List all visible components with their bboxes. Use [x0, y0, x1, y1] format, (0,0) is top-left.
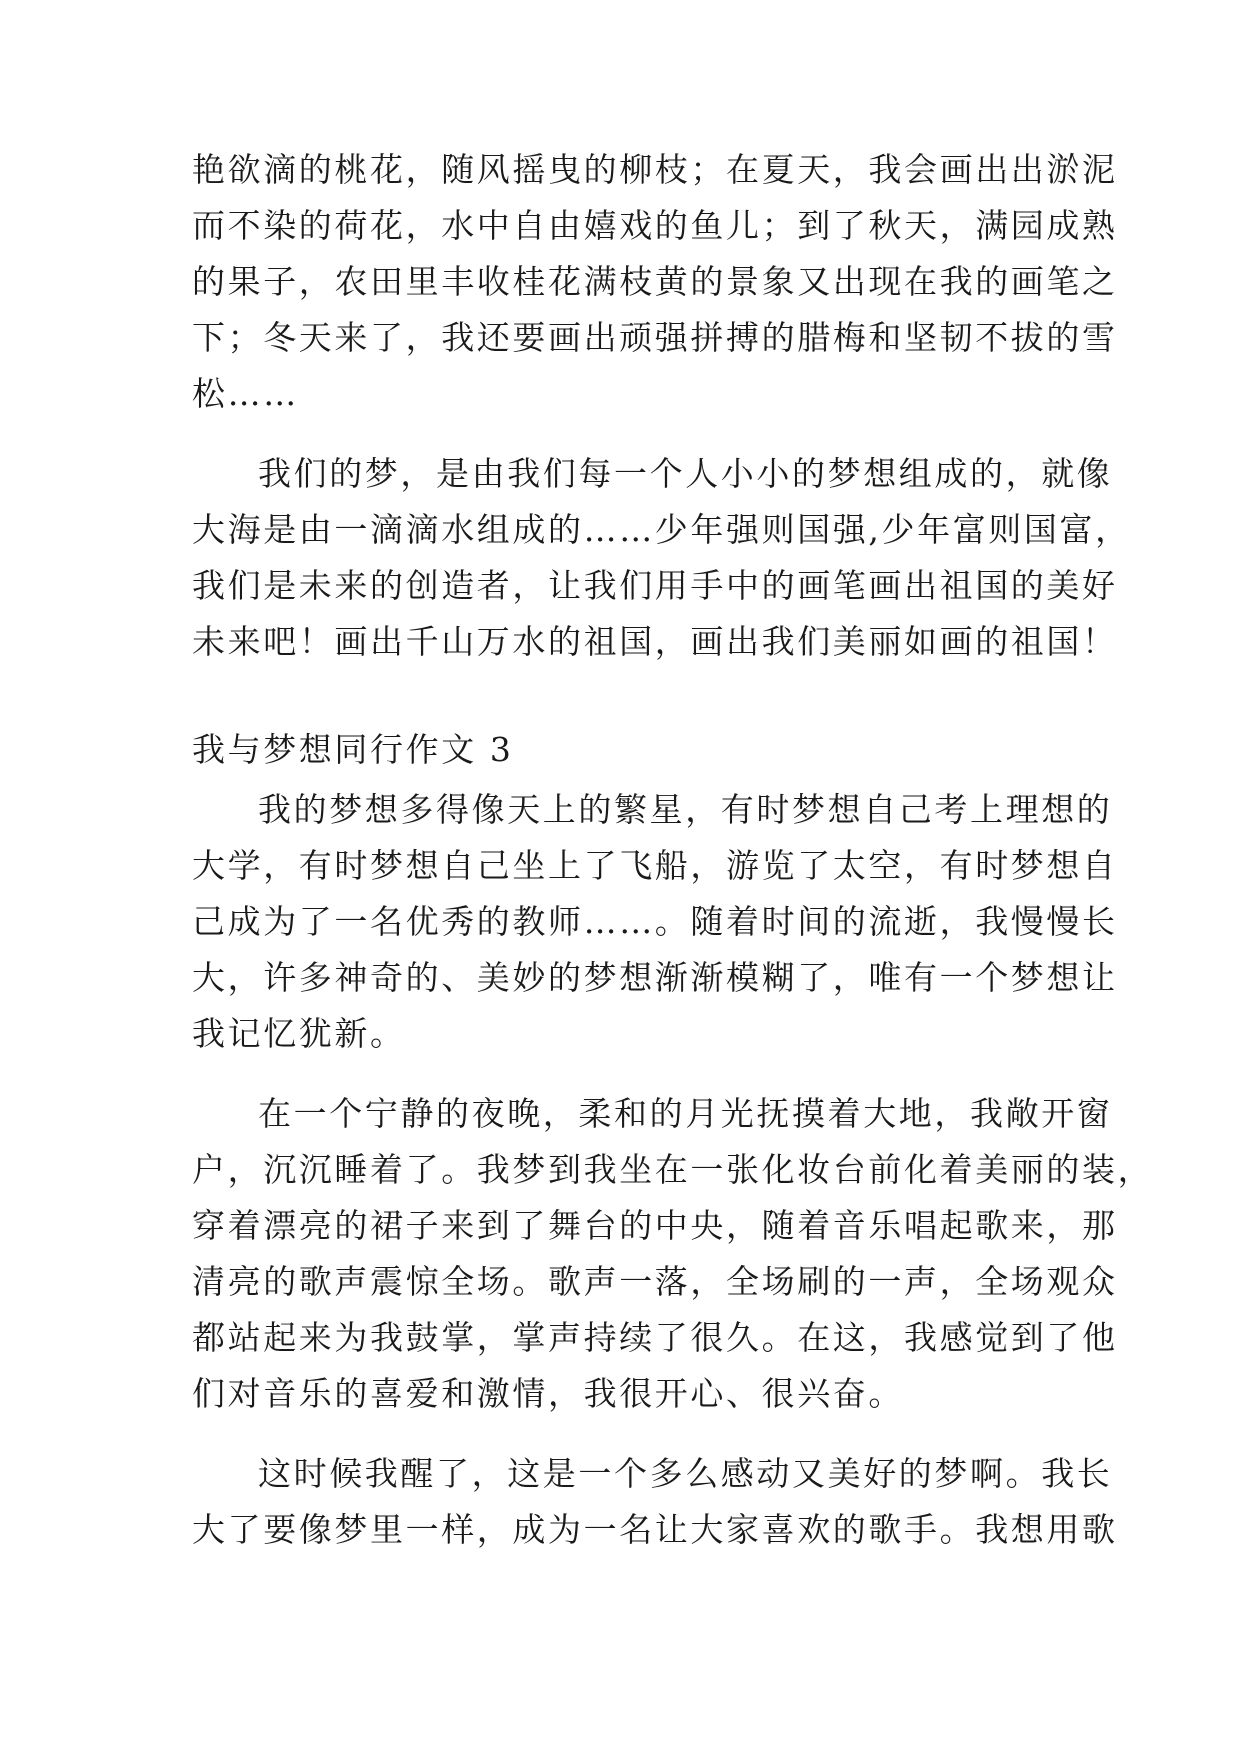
text-line: 们对音乐的喜爱和激情，我很开心、很兴奋。	[192, 1374, 904, 1413]
text-line: 我们是未来的创造者，让我们用手中的画笔画出祖国的美好	[192, 566, 1118, 605]
text-line: 艳欲滴的桃花，随风摇曳的柳枝；在夏天，我会画出出淤泥	[192, 150, 1118, 189]
text-line: 穿着漂亮的裙子来到了舞台的中央，随着音乐唱起歌来，那	[192, 1206, 1118, 1245]
text-line: 大海是由一滴滴水组成的……少年强则国强,少年富则国富，	[192, 510, 1131, 549]
text-line: 大了要像梦里一样，成为一名让大家喜欢的歌手。我想用歌	[192, 1510, 1118, 1549]
paragraph-first-line: 我们的梦，是由我们每一个人小小的梦想组成的，就像	[258, 454, 1113, 493]
paragraph-first-line: 这时候我醒了，这是一个多么感动又美好的梦啊。我长	[258, 1454, 1113, 1493]
section-heading: 我与梦想同行作文 3	[192, 730, 514, 769]
paragraph-first-line: 在一个宁静的夜晚，柔和的月光抚摸着大地，我敞开窗	[258, 1094, 1113, 1133]
text-line: 而不染的荷花，水中自由嬉戏的鱼儿；到了秋天，满园成熟	[192, 206, 1118, 245]
text-line: 的果子，农田里丰收桂花满枝黄的景象又出现在我的画笔之	[192, 262, 1118, 301]
text-line: 都站起来为我鼓掌，掌声持续了很久。在这，我感觉到了他	[192, 1318, 1118, 1357]
text-line: 户，沉沉睡着了。我梦到我坐在一张化妆台前化着美丽的装，	[192, 1150, 1154, 1189]
text-line: 大学，有时梦想自己坐上了飞船，游览了太空，有时梦想自	[192, 846, 1118, 885]
text-line: 松……	[192, 374, 299, 413]
text-line: 己成为了一名优秀的教师……。随着时间的流逝，我慢慢长	[192, 902, 1118, 941]
text-line: 清亮的歌声震惊全场。歌声一落，全场刷的一声，全场观众	[192, 1262, 1118, 1301]
text-line: 大，许多神奇的、美妙的梦想渐渐模糊了，唯有一个梦想让	[192, 958, 1118, 997]
paragraph-first-line: 我的梦想多得像天上的繁星，有时梦想自己考上理想的	[258, 790, 1113, 829]
text-line: 未来吧！画出千山万水的祖国，画出我们美丽如画的祖国！	[192, 622, 1118, 661]
text-line: 我记忆犹新。	[192, 1014, 406, 1053]
text-line: 下；冬天来了，我还要画出顽强拼搏的腊梅和坚韧不拔的雪	[192, 318, 1118, 357]
